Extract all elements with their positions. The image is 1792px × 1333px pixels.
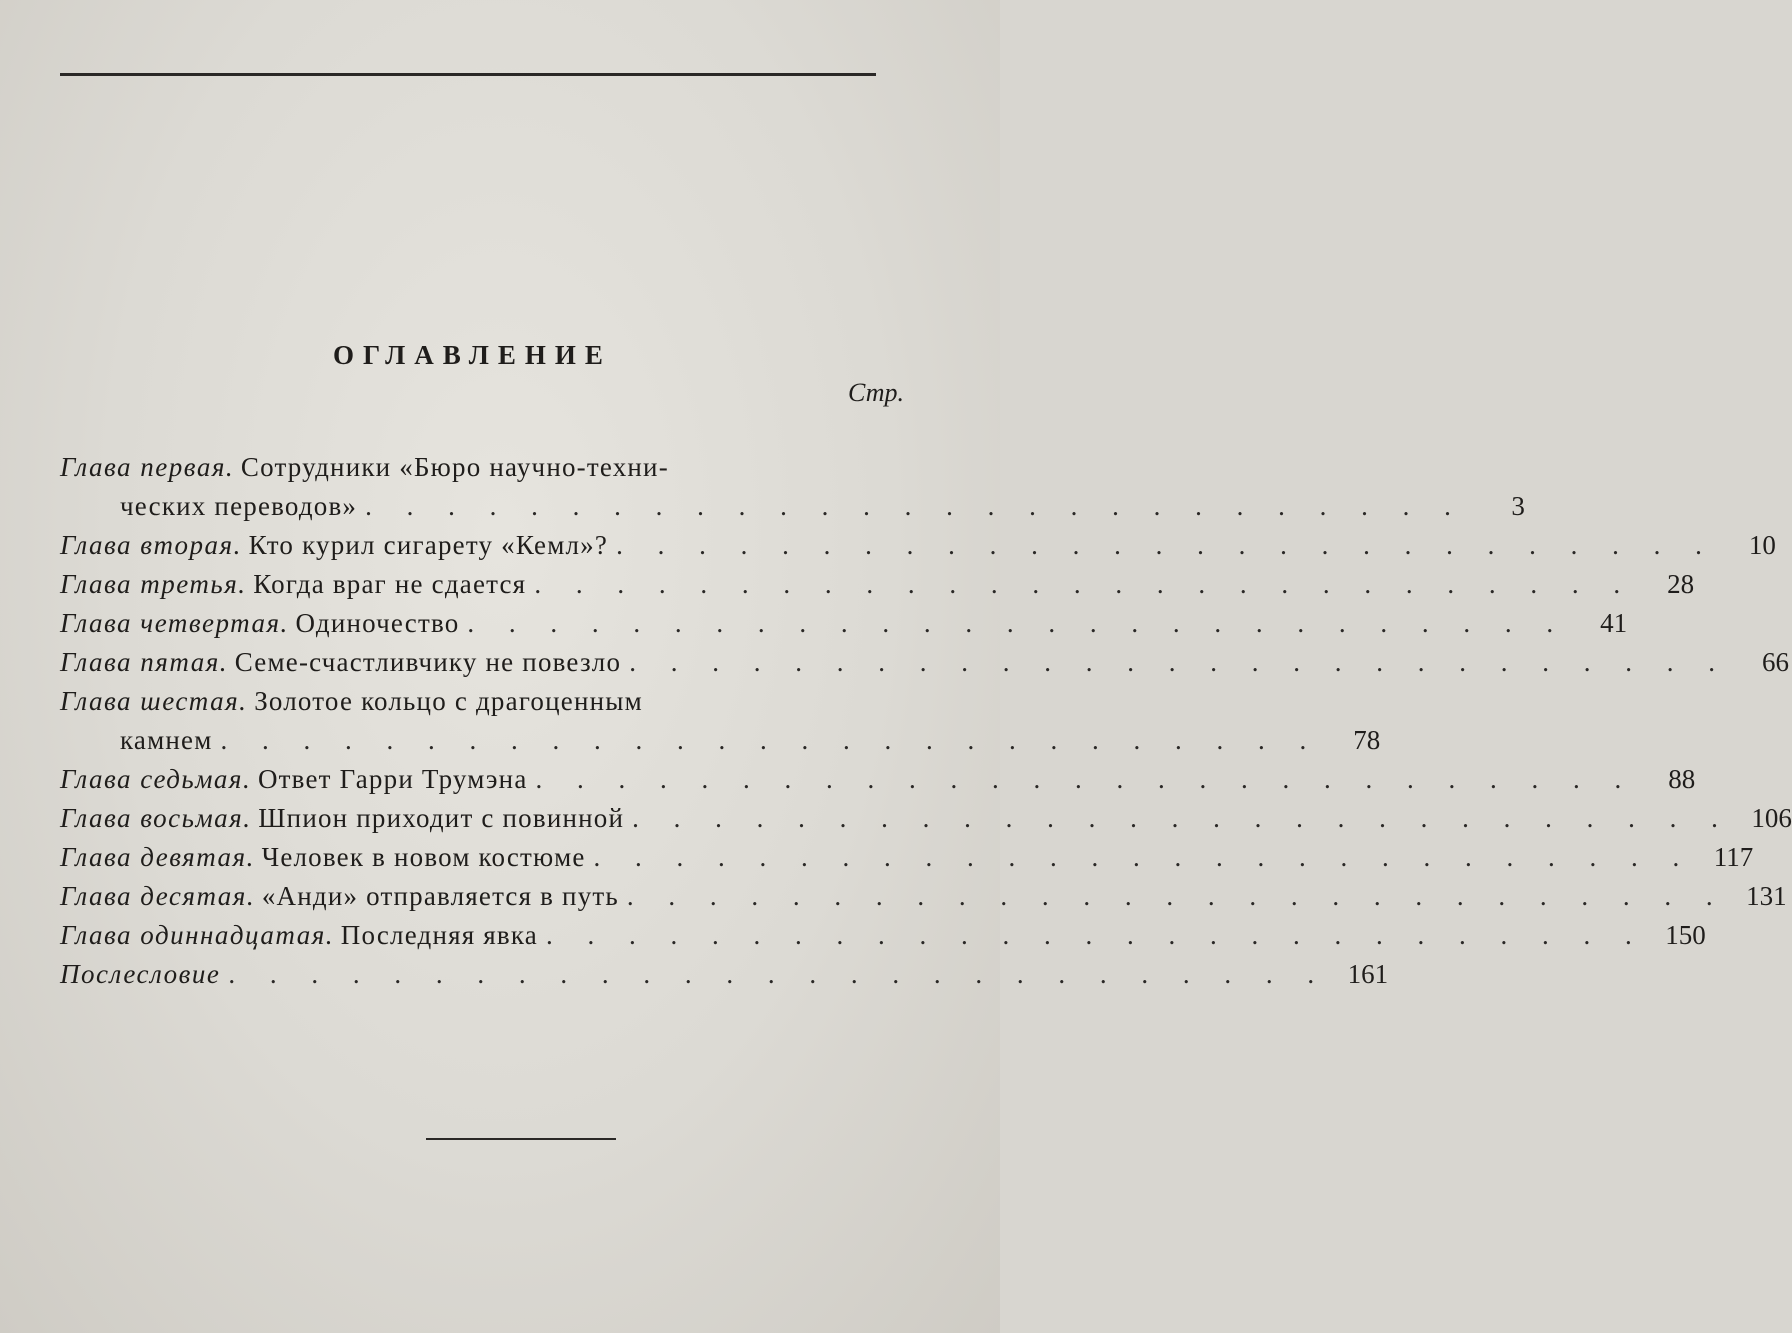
chapter-label: Глава десятая. (60, 881, 256, 911)
toc-entry-line (60, 682, 915, 721)
toc-entry (60, 799, 1792, 838)
toc-entry-line (60, 487, 1525, 526)
contents-title: ОГЛАВЛЕНИЕ (333, 340, 612, 370)
page-number: 161 (1347, 959, 1389, 989)
toc-entry-line (60, 877, 1787, 916)
chapter-title: Одиночество (295, 608, 460, 638)
chapter-title-continued: камнем (120, 725, 213, 755)
toc-entry-line (60, 955, 1389, 994)
leader-dots: . . . . . . . . . . . . . . . . . . . . . . . . . . . (629, 647, 1729, 677)
toc-entry-line (60, 760, 1696, 799)
toc-entry-line (60, 565, 1695, 604)
chapter-label: Глава девятая. (60, 842, 255, 872)
toc-entry (60, 838, 1754, 877)
leader-dots: . . . . . . . . . . . . . . . . . . . . . . . . . . . (626, 881, 1727, 911)
toc-entry (60, 643, 1789, 682)
toc-entry (60, 877, 1787, 916)
chapter-title: Последняя явка (340, 920, 538, 950)
chapter-label: Глава седьмая. (60, 764, 252, 794)
bottom-rule (426, 1138, 616, 1140)
toc-entry (60, 604, 1628, 643)
toc-entry (60, 526, 1776, 565)
chapter-label: Глава первая. (60, 452, 235, 482)
chapter-title: Когда враг не сдается (253, 569, 527, 599)
chapter-label: Глава восьмая. (60, 803, 252, 833)
leader-dots: . . . . . . . . . . . . . . . . . . . . . . . . . . . (365, 491, 1465, 521)
toc-entry (60, 760, 1696, 799)
chapter-label: Глава пятая. (60, 647, 228, 677)
page-number: 117 (1713, 842, 1754, 872)
page-number: 78 (1353, 725, 1381, 755)
page-number: 41 (1600, 608, 1628, 638)
chapter-label: Глава третья. (60, 569, 247, 599)
toc-entry (60, 682, 1381, 760)
toc-entry-line (60, 448, 915, 487)
top-rule (60, 73, 876, 76)
afterword-label: Послесловие (60, 959, 221, 989)
toc-entry (60, 916, 1706, 955)
leader-dots: . . . . . . . . . . . . . . . . . . . . . . . . . . . (632, 803, 1732, 833)
page-number: 131 (1746, 881, 1787, 911)
page-number: 106 (1751, 803, 1792, 833)
chapter-label: Глава вторая. (60, 530, 242, 560)
leader-dots: . . . . . . . . . . . . . . . . . . . . . . . . . . . (220, 725, 1321, 755)
page-number: 66 (1761, 647, 1789, 677)
toc-entry-line (60, 604, 1628, 643)
toc-entry-line (60, 799, 1792, 838)
page-number: 28 (1667, 569, 1695, 599)
leader-dots: . . . . . . . . . . . . . . . . . . . . . . . . . . . (616, 530, 1716, 560)
leader-dots: . . . . . . . . . . . . . . . . . . . . . . . . . . . (535, 764, 1636, 794)
chapter-title: Человек в новом костюме (261, 842, 586, 872)
chapter-title: Золотое кольцо с драгоценным (254, 686, 643, 716)
chapter-title: Кто курил сигарету «Кемл»? (248, 530, 609, 560)
page-number: 88 (1668, 764, 1696, 794)
toc-entry-line (60, 721, 1381, 760)
chapter-title: Семе-счастливчику не повезло (234, 647, 622, 677)
chapter-title: Сотрудники «Бюро научно-техни- (240, 452, 669, 482)
page-number: 10 (1748, 530, 1776, 560)
toc-entry (60, 955, 1389, 994)
chapter-label: Глава шестая. (60, 686, 248, 716)
page-column-label: Стр. (848, 378, 904, 407)
leader-dots: . . . . . . . . . . . . . . . . . . . . . . . . . . . (467, 608, 1568, 638)
leader-dots: . . . . . . . . . . . . . . . . . . . . . . . . . . . (534, 569, 1635, 599)
toc-entry-line (60, 916, 1706, 955)
chapter-title: Шпион приходит с повинной (258, 803, 625, 833)
toc-entry (60, 448, 1525, 526)
chapter-label: Глава четвертая. (60, 608, 289, 638)
toc-entry-line (60, 526, 1776, 565)
toc-entry (60, 565, 1695, 604)
page-number: 3 (1511, 491, 1525, 521)
leader-dots: . . . . . . . . . . . . . . . . . . . . . . . . . . . (545, 920, 1646, 950)
toc-entry-line (60, 838, 1754, 877)
page-number: 150 (1665, 920, 1706, 950)
chapter-label: Глава одиннадцатая. (60, 920, 335, 950)
leader-dots: . . . . . . . . . . . . . . . . . . . . . . . . . . . (228, 959, 1329, 989)
table-of-contents (60, 448, 1792, 994)
chapter-title: Ответ Гарри Трумэна (257, 764, 528, 794)
toc-entry-line (60, 643, 1789, 682)
chapter-title: «Анди» отправляется в путь (261, 881, 619, 911)
chapter-title-continued: ческих переводов» (120, 491, 358, 521)
leader-dots: . . . . . . . . . . . . . . . . . . . . . . . . . . . (593, 842, 1694, 872)
